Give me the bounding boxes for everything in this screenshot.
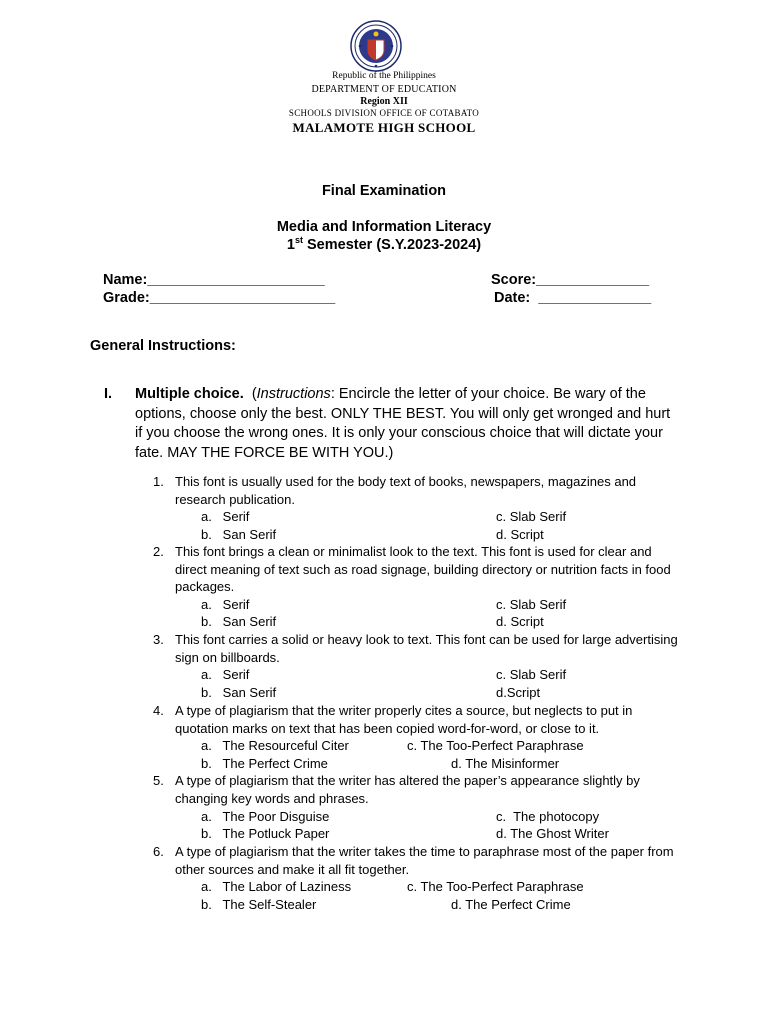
question-2-text: This font brings a clean or minimalist look to the text. This font is used for clear and direct meaning of text such as road signage, building directory or nutrition facts in food packages. (175, 544, 671, 595)
question-2-option-a[interactable]: a. Serif (201, 597, 250, 612)
deped-seal-icon (350, 20, 402, 72)
question-3-option-a[interactable]: a. Serif (201, 667, 250, 682)
question-5-text: A type of plagiarism that the writer has altered the paper’s appearance slightly by changing key words and phrases. (175, 773, 640, 806)
header-region: Region XII (360, 96, 408, 107)
name-field[interactable]: Name:______________________ (103, 272, 325, 288)
semester-text: Semester (S.Y.2023-2024) (302, 237, 482, 253)
question-3-option-d[interactable]: d.Script (496, 685, 541, 700)
question-5-number: 5. (153, 773, 164, 788)
exam-title: Final Examination (321, 183, 447, 199)
instructions-text: : Encircle the letter of your choice. Be wary of the options, choose only the best. ONLY THE BEST. You will only get wronged and hurt if you choose the wrong ones. It is only your conscious choice that will dictate your fate. MAY THE FORCE BE WITH YOU.) (135, 386, 671, 461)
section-title: Multiple choice. (135, 386, 244, 402)
question-1-option-c[interactable]: c. Slab Serif (496, 509, 567, 524)
question-1-text: This font is usually used for the body text of books, newspapers, magazines and research publication. (175, 474, 637, 507)
question-1-option-a[interactable]: a. Serif (201, 509, 250, 524)
header-republic: Republic of the Philippines (332, 71, 436, 81)
question-3-text: This font carries a solid or heavy look to text. This font can be used for large advertising sign on billboards. (175, 632, 678, 665)
question-2-option-b[interactable]: b. San Serif (201, 614, 277, 629)
question-5-option-a[interactable]: a. The Poor Disguise (201, 809, 330, 824)
instructions-label: Instructions (256, 386, 331, 402)
question-2-option-c[interactable]: c. Slab Serif (496, 597, 567, 612)
semester-ordinal: st (294, 235, 303, 246)
grade-field[interactable]: Grade:_______________________ (103, 290, 336, 306)
question-6-option-b[interactable]: b. The Self-Stealer (201, 897, 317, 912)
question-5-option-b[interactable]: b. The Potluck Paper (201, 826, 330, 841)
question-6-text: A type of plagiarism that the writer takes the time to paraphrase most of the paper from other sources and make it all fit together. (175, 844, 674, 877)
header-school: MALAMOTE HIGH SCHOOL (292, 120, 476, 135)
instructions-open: ( (243, 386, 257, 402)
date-field[interactable]: Date: ______________ (494, 290, 652, 306)
question-2-option-d[interactable]: d. Script (496, 614, 544, 629)
question-5-option-d[interactable]: d. The Ghost Writer (496, 826, 609, 841)
score-field[interactable]: Score:______________ (491, 272, 650, 288)
question-3-number: 3. (153, 632, 164, 647)
section-number: I. (104, 386, 113, 402)
general-instructions-heading: General Instructions: (90, 338, 236, 354)
header-department: DEPARTMENT OF EDUCATION (311, 84, 457, 95)
question-5-option-c[interactable]: c. The photocopy (496, 809, 600, 824)
header-division: SCHOOLS DIVISION OFFICE OF COTABATO (288, 108, 480, 118)
question-6-option-c[interactable]: c. The Too-Perfect Paraphrase (407, 879, 584, 894)
question-6-option-d[interactable]: d. The Perfect Crime (451, 897, 571, 912)
question-6-option-a[interactable]: a. The Labor of Laziness (201, 879, 352, 894)
question-4-text: A type of plagiarism that the writer properly cites a source, but neglects to put in quotation marks on text that has been copied word-for-word, or close to it. (175, 703, 633, 736)
question-3-option-b[interactable]: b. San Serif (201, 685, 277, 700)
section-instructions (135, 385, 675, 463)
question-6-number: 6. (153, 844, 164, 859)
question-4-option-c[interactable]: c. The Too-Perfect Paraphrase (407, 738, 584, 753)
question-1-option-b[interactable]: b. San Serif (201, 527, 277, 542)
question-4-number: 4. (153, 703, 164, 718)
question-3-option-c[interactable]: c. Slab Serif (496, 667, 567, 682)
semester-number: 1 (286, 237, 295, 253)
question-1-option-d[interactable]: d. Script (496, 527, 544, 542)
question-2-number: 2. (153, 544, 164, 559)
question-4-option-d[interactable]: d. The Misinformer (451, 756, 560, 771)
exam-semester (0, 236, 768, 254)
question-1-number: 1. (153, 474, 164, 489)
question-4-option-a[interactable]: a. The Resourceful Citer (201, 738, 349, 753)
exam-subject: Media and Information Literacy (276, 219, 492, 235)
question-4-option-b[interactable]: b. The Perfect Crime (201, 756, 328, 771)
